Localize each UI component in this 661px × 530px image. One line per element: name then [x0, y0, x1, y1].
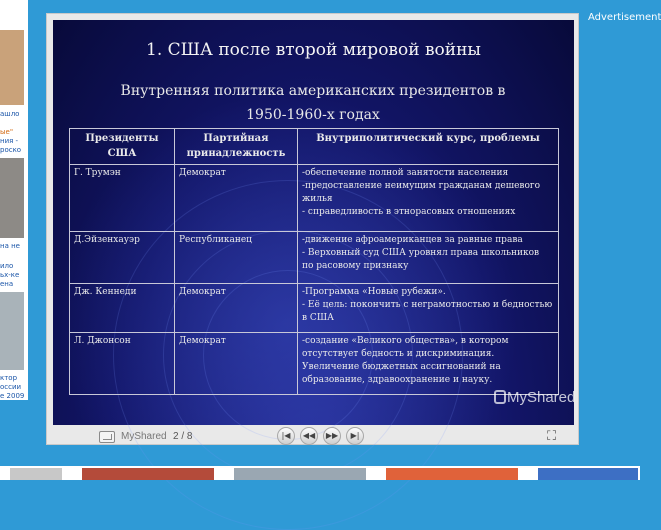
- course-line: -движение афроамериканцев за равные права: [302, 235, 523, 245]
- thumbnail-image[interactable]: [234, 468, 366, 480]
- thumbnail-caption[interactable]: е 2009: [0, 392, 25, 400]
- president-cell: Г. Трумэн: [70, 165, 175, 232]
- course-line: -создание «Великого общества», в котором: [302, 336, 509, 346]
- party-cell: Демократ: [175, 165, 298, 232]
- thumbnail-caption[interactable]: ые": [0, 128, 14, 136]
- course-line: -обеспечение полной занятости населения: [302, 168, 509, 178]
- course-line: - справедливость в этнорасовых отношениях: [302, 207, 516, 217]
- thumbnail-image[interactable]: [10, 468, 62, 480]
- course-cell: [298, 284, 559, 333]
- party-cell: Демократ: [175, 333, 298, 395]
- player-controls: [53, 427, 574, 447]
- presentation-player: [46, 13, 579, 445]
- president-cell: Л. Джонсон: [70, 333, 175, 395]
- thumbnail-image[interactable]: [0, 158, 24, 238]
- course-cell: [298, 165, 559, 232]
- president-cell: Дж. Кеннеди: [70, 284, 175, 333]
- course-line: -предоставление неимущим гражданам дешевого: [302, 181, 541, 191]
- course-cell: [298, 333, 559, 395]
- party-cell: Демократ: [175, 284, 298, 333]
- thumbnail-caption[interactable]: ашло: [0, 110, 20, 118]
- course-line: -Программа «Новые рубежи».: [302, 287, 446, 297]
- column-header: Партийная принадлежность: [175, 129, 298, 165]
- thumbnail-image[interactable]: [0, 30, 24, 105]
- player-brand: MyShared: [121, 431, 167, 442]
- course-cell: [298, 232, 559, 284]
- previous-slide-button[interactable]: ◀◀: [300, 427, 318, 445]
- party-cell: Республиканец: [175, 232, 298, 284]
- subtitle-line: Внутренняя политика американских президентов в: [120, 83, 506, 99]
- course-line: отсутствует бедность и дискриминация.: [302, 349, 495, 359]
- table-row: [70, 165, 559, 232]
- watermark-text: MyShared: [507, 389, 576, 406]
- page-indicator: 2 / 8: [173, 431, 193, 442]
- president-cell: Д.Эйзенхауэр: [70, 232, 175, 284]
- course-line: - Верховный суд США уровнял права школьников: [302, 248, 540, 258]
- thumbnail-caption[interactable]: на не: [0, 242, 20, 250]
- column-header: Президенты США: [70, 129, 175, 165]
- table-row: [70, 232, 559, 284]
- course-line: в США: [302, 313, 334, 323]
- last-slide-button[interactable]: ▶|: [346, 427, 364, 445]
- thumbnail-caption[interactable]: ена: [0, 280, 14, 288]
- thumbnail-image[interactable]: [0, 292, 24, 370]
- course-line: жилья: [302, 194, 333, 204]
- course-line: образование, здравоохранение и науку.: [302, 375, 493, 385]
- thumbnail-image[interactable]: [386, 468, 518, 480]
- advertisement-label: Advertisement: [588, 12, 661, 23]
- first-slide-button[interactable]: |◀: [277, 427, 295, 445]
- watermark-logo-icon: [494, 390, 506, 404]
- thumbnail-image[interactable]: [538, 468, 638, 480]
- course-line: - Её цель: покончить с неграмотностью и бедностью: [302, 300, 553, 310]
- thumbnail-caption[interactable]: оссии: [0, 383, 22, 391]
- thumbnail-image[interactable]: [82, 468, 214, 480]
- subtitle-line: 1950-1960-х годах: [246, 107, 380, 123]
- table-row: [70, 333, 559, 395]
- table-row: [70, 284, 559, 333]
- table-header-row: [70, 129, 559, 165]
- slide-subtitle: [93, 79, 533, 127]
- course-line: по расовому признаку: [302, 261, 409, 271]
- thumbnail-caption[interactable]: ьх-ке: [0, 271, 20, 279]
- thumbnail-caption[interactable]: ктор: [0, 374, 18, 382]
- next-slide-button[interactable]: ▶▶: [323, 427, 341, 445]
- slide-view: [53, 20, 574, 425]
- course-line: Увеличение бюджетных ассигнований на: [302, 362, 501, 372]
- thumbnail-caption[interactable]: ния -: [0, 137, 19, 145]
- slide-title: 1. США после второй мировой войны: [146, 40, 481, 60]
- bottom-thumbnails-strip: [0, 466, 640, 480]
- thumbnail-caption[interactable]: роско: [0, 146, 22, 154]
- myshared-logo-icon: [99, 431, 115, 443]
- thumbnail-caption[interactable]: ило: [0, 262, 14, 270]
- column-header: Внутриполитический курс, проблемы: [298, 129, 559, 165]
- presidents-table: [69, 128, 559, 395]
- related-presentations-strip: [0, 0, 28, 400]
- fullscreen-icon[interactable]: ⛶: [546, 429, 557, 444]
